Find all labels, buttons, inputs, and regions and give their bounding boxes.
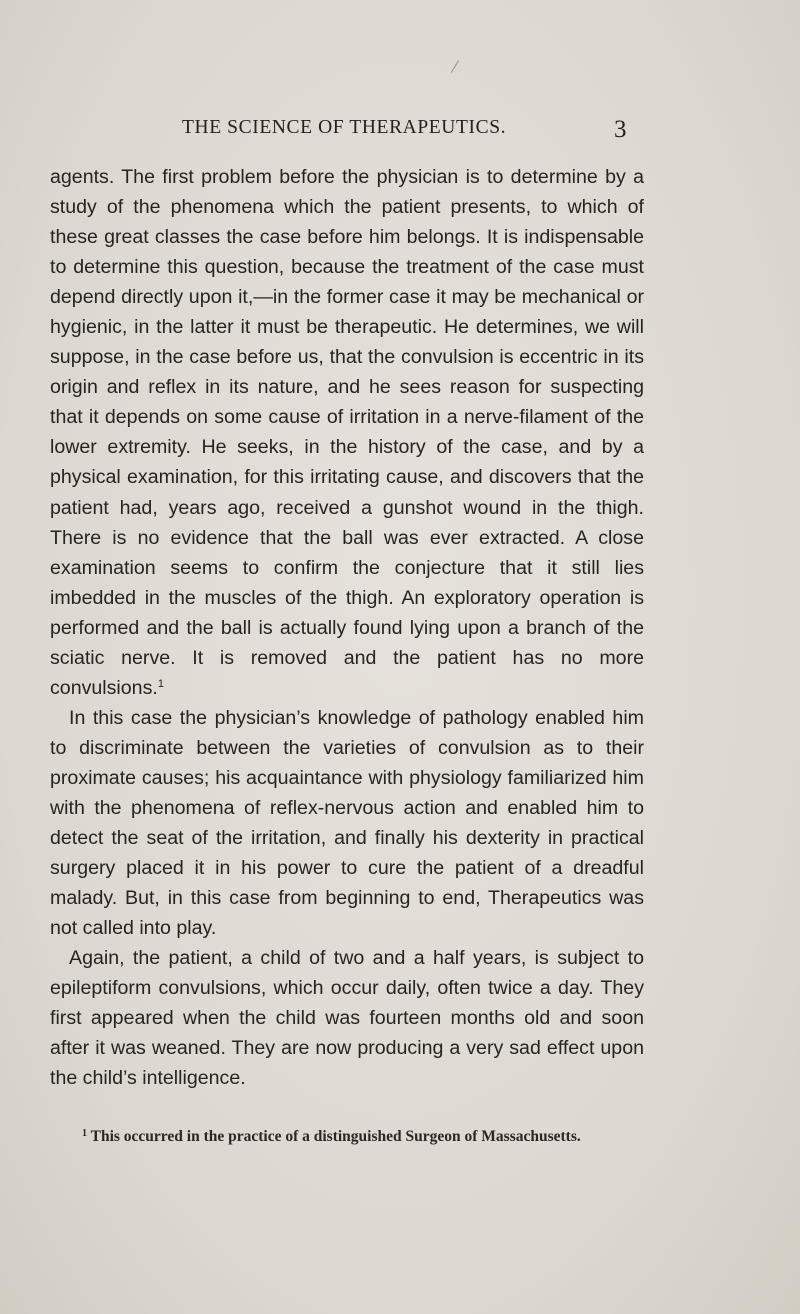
body-text: [50, 162, 644, 1093]
footnote: [82, 1128, 662, 1146]
paragraph-3: [50, 943, 644, 1093]
running-header: THE SCIENCE OF THERAPEUTICS.: [182, 117, 507, 138]
footnote-text: This occurred in the practice of a distinguished Surgeon of Massachusetts.: [90, 1128, 581, 1145]
stray-pencil-mark: /: [449, 55, 460, 79]
paragraph-1-text: agents. The first problem before the physician is to determine by a study of the phenomena which the patient presents, to which of these great classes the case before him belongs. It is indispensable to determine this question, because the treatment of the case must depend directly upon it,—in the former case it may be mechanical or hygienic, in the latter it must be therapeutic. He determines, we will suppose, in the case before us, that the convulsion is eccentric in its origin and reflex in its nature, and he sees reason for suspecting that it depends on some cause of irritation in a nerve-filament of the lower extremity. He seeks, in the history of the case, and by a physical examination, for this irritating cause, and discovers that the patient had, years ago, received a gunshot wound in the thigh. There is no evidence that the ball was ever extracted. A close examination seems to confirm the conjecture that it still lies imbedded in the muscles of the thigh. An exploratory operation is performed and the ball is actually found lying upon a branch of the sciatic nerve. It is removed and the patient has no more convulsions.: [50, 166, 644, 699]
page-number: 3: [614, 116, 627, 143]
footnote-ref: 1: [157, 677, 164, 690]
paragraph-1: [50, 162, 644, 703]
paragraph-2: [50, 703, 644, 943]
paragraph-2-text: In this case the physician’s knowledge of pathology enabled him to discriminate between the varieties of convulsion as to their proximate causes; his acquaintance with physiology familiarized him with the phenomena of reflex-nervous action and enabled him to detect the seat of the irritation, and finally his dexterity in practical surgery placed it in his power to cure the patient of a dreadful malady. But, in this case from beginning to end, Therapeutics was not called into play.: [50, 706, 644, 940]
paragraph-3-text: Again, the patient, a child of two and a half years, is subject to epileptiform convulsions, which occur daily, often twice a day. They first appeared when the child was fourteen months old and soon after it was weaned. They are now producing a very sad effect upon the child’s intelligence.: [50, 947, 644, 1090]
footnote-marker: 1: [82, 1128, 87, 1139]
